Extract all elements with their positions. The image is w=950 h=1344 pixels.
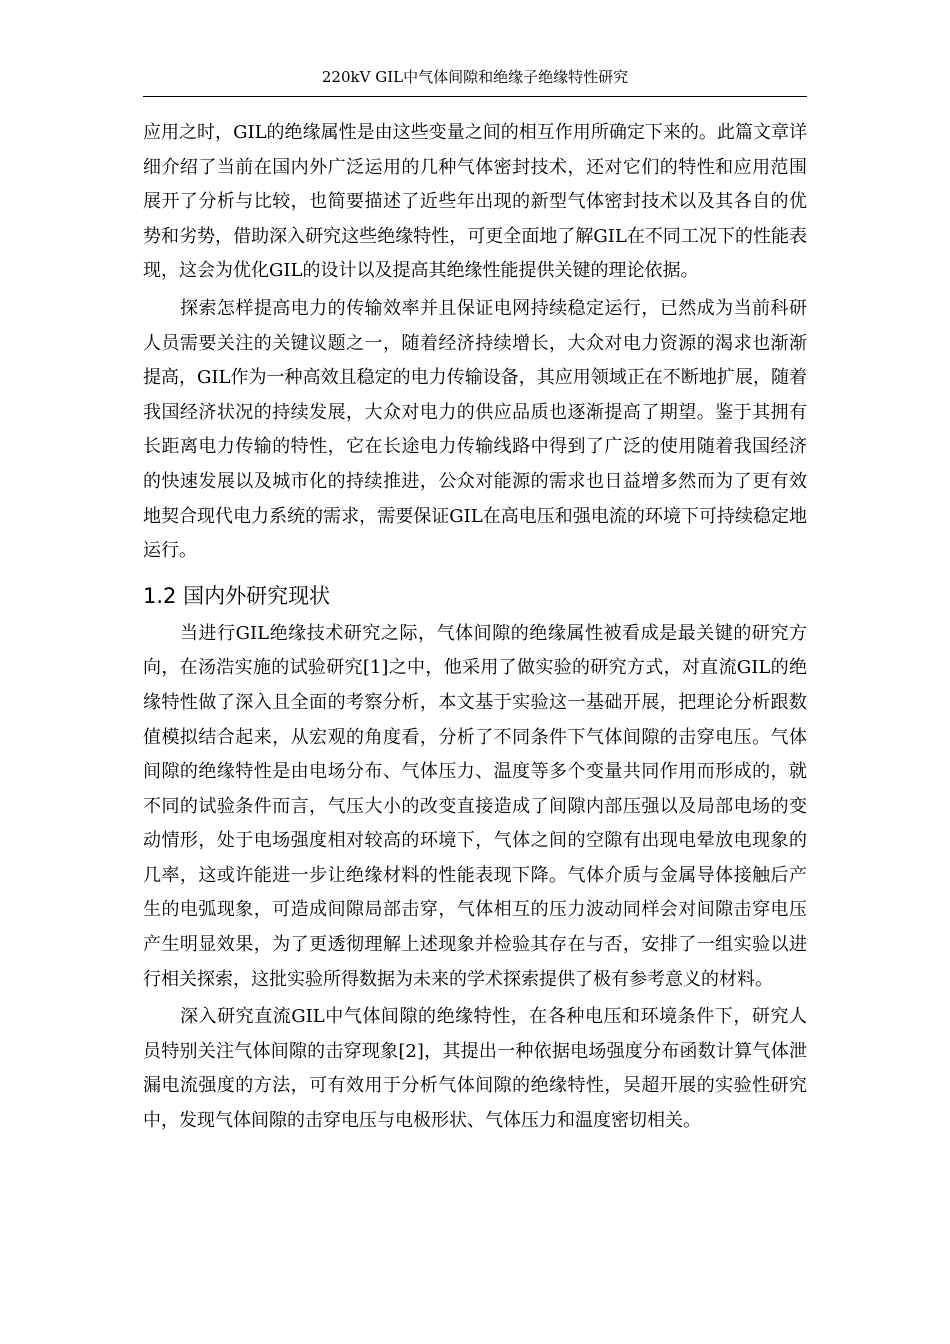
paragraph: 深入研究直流GIL中气体间隙的绝缘特性，在各种电压和环境条件下，研究人员特别关注气体间隙的击穿现象[2]，其提出一种依据电场强度分布函数计算气体泄漏电流强度的方法，可有效用于分析气体间隙的绝缘特性，吴超开展的实验性研究中，发现气体间隙的击穿电压与电极形状、气体压力和温度密切相关。 xyxy=(143,1006,807,1132)
section-heading: 1.2 国内外研究现状 xyxy=(143,583,331,608)
header-divider xyxy=(143,96,807,97)
paragraph-continuation: 应用之时，GIL的绝缘属性是由这些变量之间的相互作用所确定下来的。此篇文章详细介绍了当前在国内外广泛运用的几种气体密封技术，还对它们的特性和应用范围展开了分析与比较，也简要描述了近些年出现的新型气体密封技术以及其各自的优势和劣势，借助深入研究这些绝缘特性，可更全面地了解GIL在不同工况下的性能表现，这会为优化GIL的设计以及提高其绝缘性能提供关键的理论依据。 xyxy=(143,122,807,282)
body-text xyxy=(143,116,807,1139)
running-header: 220kV GIL中气体间隙和绝缘子绝缘特性研究 xyxy=(321,68,629,86)
paragraph: 探索怎样提高电力的传输效率并且保证电网持续稳定运行，已然成为当前科研人员需要关注的关键议题之一，随着经济持续增长，大众对电力资源的渴求也渐渐提高，GIL作为一种高效且稳定的电力传输设备，其应用领域正在不断地扩展，随着我国经济状况的持续发展，大众对电力的供应品质也逐渐提高了期望。鉴于其拥有长距离电力传输的特性，它在长途电力传输线路中得到了广泛的使用随着我国经济的快速发展以及城市化的持续推进，公众对能源的需求也日益增多然而为了更有效地契合现代电力系统的需求，需要保证GIL在高电压和强电流的环境下可持续稳定地运行。 xyxy=(143,297,807,562)
paragraph: 当进行GIL绝缘技术研究之际，气体间隙的绝缘属性被看成是最关键的研究方向，在汤浩实施的试验研究[1]之中，他采用了做实验的研究方式，对直流GIL的绝缘特性做了深入且全面的考察分析，本文基于实验这一基础开展，把理论分析跟数值模拟结合起来，从宏观的角度看，分析了不同条件下气体间隙的击穿电压。气体间隙的绝缘特性是由电场分布、气体压力、温度等多个变量共同作用而形成的，就不同的试验条件而言，气压大小的改变直接造成了间隙内部压强以及局部电场的变动情形，处于电场强度相对较高的环境下，气体之间的空隙有出现电晕放电现象的几率，这或许能进一步让绝缘材料的性能表现下降。气体介质与金属导体接触后产生的电弧现象，可造成间隙局部击穿，气体相互的压力波动同样会对间隙击穿电压产生明显效果，为了更透彻理解上述现象并检验其存在与否，安排了一组实验以进行相关探索，这批实验所得数据为未来的学术探索提供了极有参考意义的材料。 xyxy=(143,622,807,990)
